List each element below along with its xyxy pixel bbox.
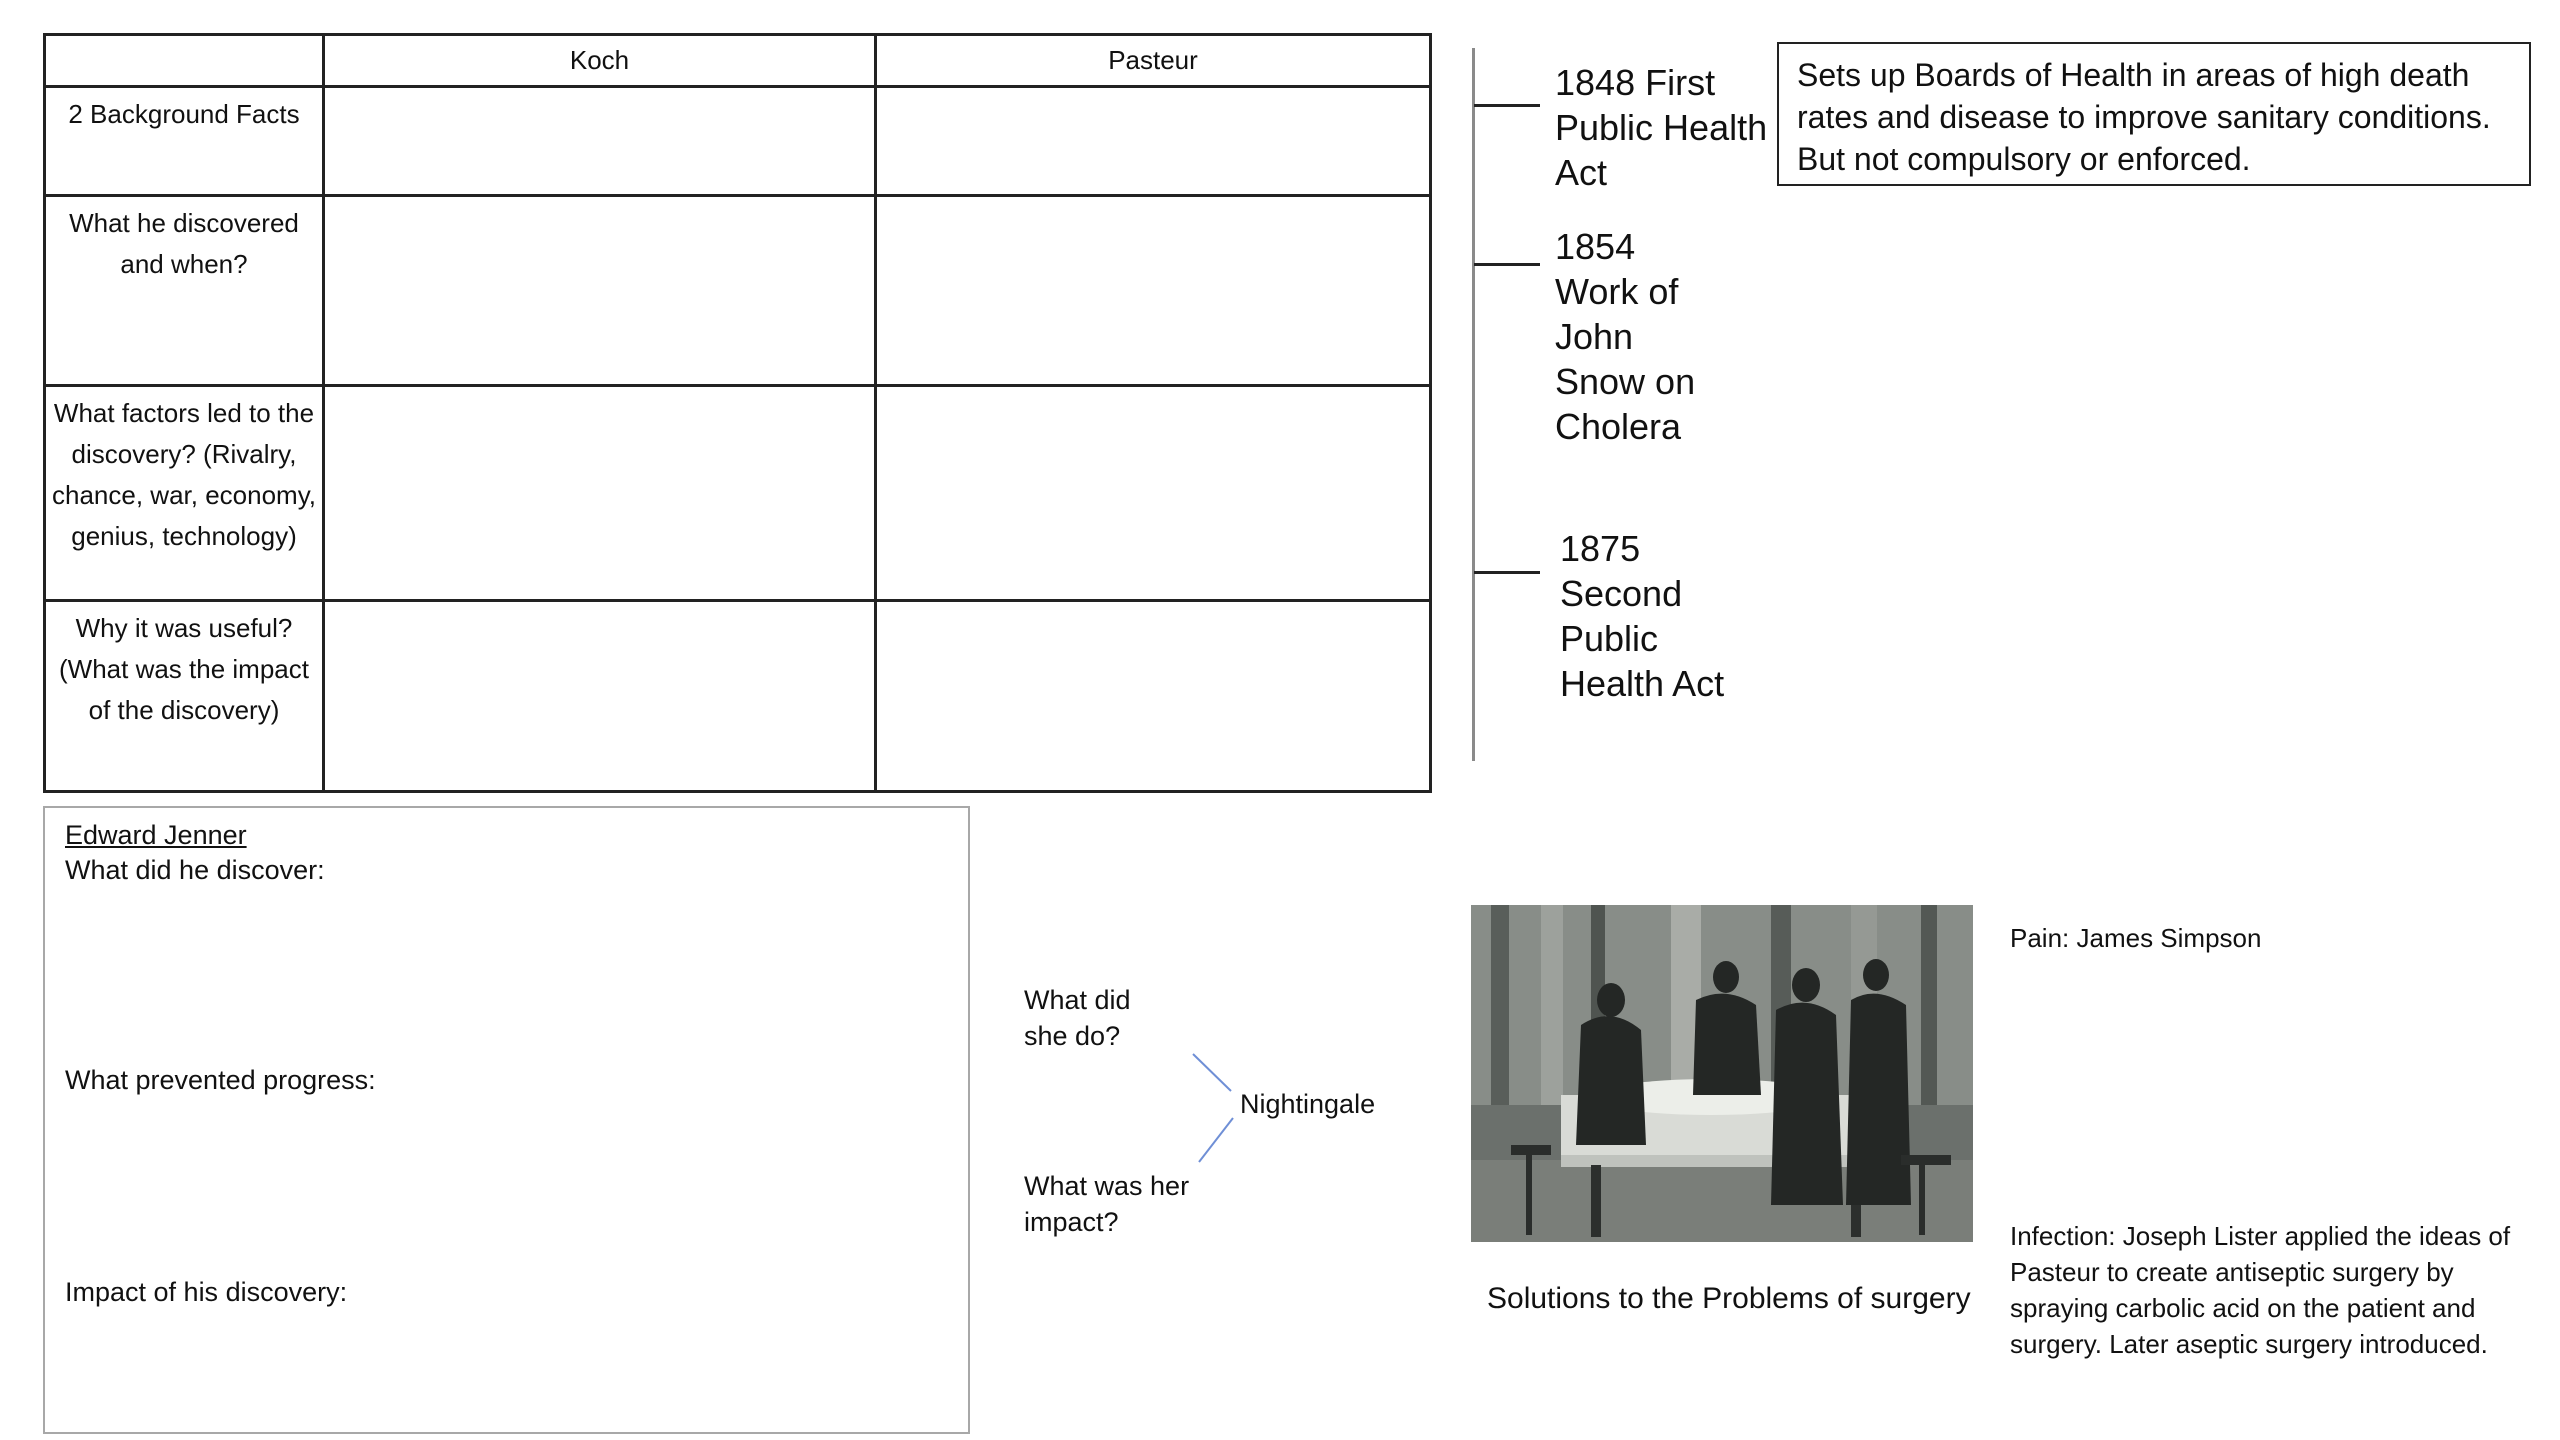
table-row	[45, 601, 1431, 792]
cell-pasteur-discovered[interactable]	[876, 196, 1431, 386]
jenner-title: Edward Jenner	[65, 820, 247, 850]
koch-pasteur-table	[43, 33, 1432, 793]
header-blank	[45, 35, 324, 87]
jenner-question-progress: What prevented progress:	[65, 1065, 376, 1095]
cell-pasteur-useful[interactable]	[876, 601, 1431, 792]
timeline-event-1848: 1848 First Public Health Act	[1555, 62, 1768, 193]
jenner-box	[43, 806, 970, 1434]
jenner-question-discover: What did he discover:	[65, 855, 325, 885]
table-row	[45, 87, 1431, 196]
header-pasteur: Pasteur	[876, 35, 1431, 87]
cell-koch-discovered[interactable]	[324, 196, 876, 386]
table-row	[45, 196, 1431, 386]
row-label-background: 2 Background Facts	[45, 87, 324, 196]
timeline-event-1854: 1854 Work of John Snow on Cholera	[1555, 226, 1696, 447]
nightingale-question-impact: What was her impact?	[1024, 1171, 1190, 1237]
cell-koch-useful[interactable]	[324, 601, 876, 792]
infection-joseph-lister: Infection: Joseph Lister applied the ideas of Pasteur to create antiseptic surgery by spraying carbolic acid on the patient and surgery. Later aseptic surgery introduced.	[2010, 1221, 2511, 1359]
table-row	[45, 386, 1431, 601]
table-header-row	[45, 35, 1431, 87]
nightingale-question-do: What did she do?	[1024, 985, 1131, 1051]
nightingale-connector-lines	[1185, 1048, 1245, 1168]
cell-koch-background[interactable]	[324, 87, 876, 196]
cell-pasteur-factors[interactable]	[876, 386, 1431, 601]
timeline-line	[1472, 48, 1475, 761]
cell-koch-factors[interactable]	[324, 386, 876, 601]
surgery-engraving-image	[1471, 905, 1973, 1242]
public-health-act-note: Sets up Boards of Health in areas of high death rates and disease to improve sanitary conditions. But not compulsory or enforced.	[1777, 42, 2531, 186]
row-label-discovered: What he discovered and when?	[45, 196, 324, 386]
cell-pasteur-background[interactable]	[876, 87, 1431, 196]
timeline-event-1875: 1875 Second Public Health Act	[1560, 528, 1725, 704]
timeline-tick-1854	[1474, 263, 1540, 266]
jenner-question-impact: Impact of his discovery:	[65, 1277, 348, 1307]
nightingale-label: Nightingale	[1240, 1089, 1376, 1119]
timeline-tick-1848	[1474, 104, 1540, 107]
row-label-factors: What factors led to the discovery? (Rivalry, chance, war, economy, genius, technology)	[45, 386, 324, 601]
pain-james-simpson: Pain: James Simpson	[2010, 923, 2262, 953]
surgery-caption: Solutions to the Problems of surgery	[1487, 1282, 1971, 1315]
row-label-useful: Why it was useful? (What was the impact of the discovery)	[45, 601, 324, 792]
timeline-tick-1875	[1474, 571, 1540, 574]
header-koch: Koch	[324, 35, 876, 87]
